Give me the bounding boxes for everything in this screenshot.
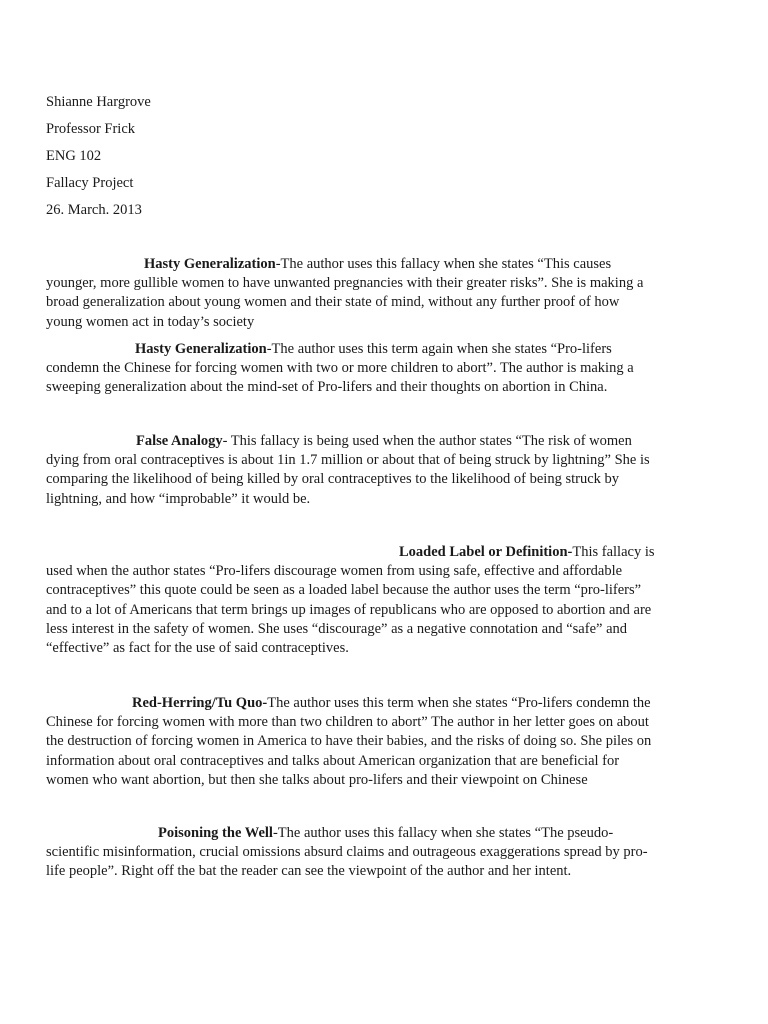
fallacy-term: Loaded Label or Definition- [399,544,573,560]
paragraph-line: less interest in the safety of women. She uses “discourage” as a negative connotation and “safe” and [46,620,628,637]
fallacy-term: False Analogy [136,433,223,449]
paragraph-line: comparing the likelihood of being killed by oral contraceptives to the likelihood of being struck by [46,471,620,488]
paragraph-line: the destruction of forcing women in America to have their babies, and the risks of doing so. She piles on [46,733,652,750]
fallacy-term: Hasty Generalization [135,341,267,357]
paragraph-line: and to a lot of Americans that term brings up images of republicans who are opposed to abortion and are [46,601,652,618]
fallacy-term: Poisoning the Well [158,825,273,841]
paragraph-line: life people”. Right off the bat the reader can see the viewpoint of the author and her intent. [46,863,572,880]
paragraph-line: scientific misinformation, crucial omissions absurd claims and outrageous exaggerations spread by pro- [46,844,648,861]
paragraph-line: This fallacy is [572,544,655,560]
paragraph-line: dying from oral contraceptives is about 1in 1.7 million or about that of being struck by lightning” She is [46,452,650,469]
paragraph-line: -The author uses this term again when she states “Pro-lifers [266,341,612,357]
document-date: 26. March. 2013 [46,202,142,218]
paragraph-line: younger, more gullible women to have unwanted pregnancies with their greater risks”. She is making a [46,275,644,292]
paragraph-line: broad generalization about young women and their state of mind, without any further proof of how [46,294,620,311]
course-code: ENG 102 [46,148,102,164]
paragraph-line: women who want abortion, but then she talks about pro-lifers and their viewpoint on Chinese [46,771,588,788]
professor-name: Professor Frick [46,121,136,137]
paragraph-line: lightning, and how “improbable” it would be. [46,490,311,507]
paragraph-false-analogy [46,432,686,509]
paragraph-line: used when the author states “Pro-lifers discourage women from using safe, effective and affordable [46,563,623,580]
paragraph-line: -The author uses this fallacy when she states “This causes [275,256,612,272]
paragraph-line: Chinese for forcing women with more than two children to abort” The author in her letter goes on about [46,714,649,731]
assignment-title: Fallacy Project [46,175,134,191]
paragraph-line: - This fallacy is being used when the author states “The risk of women [222,433,632,449]
paragraph-line: condemn the Chinese for forcing women with two or more children to abort”. The author is making a [46,360,634,377]
paragraph-line: young women act in today’s society [46,313,255,330]
fallacy-term: Red-Herring/Tu Quo- [132,695,268,711]
paragraph-line: “effective” as fact for the use of said contraceptives. [46,640,349,657]
student-name: Shianne Hargrove [46,94,151,110]
paragraph-line: contraceptives” this quote could be seen as a loaded label because the author uses the term “pro-lifers” [46,582,642,599]
paragraph-loaded-label [46,543,686,658]
fallacy-term: Hasty Generalization [144,256,276,272]
paragraph-red-herring [46,694,686,790]
paragraph-hasty-generalization-1 [46,255,686,332]
paragraph-line: sweeping generalization about the mind-set of Pro-lifers and their thoughts on abortion in China. [46,379,608,396]
paragraph-poisoning-the-well [46,824,686,882]
paragraph-hasty-generalization-2 [46,340,686,398]
paragraph-line: The author uses this term when she states “Pro-lifers condemn the [267,695,651,711]
paragraph-line: information about oral contraceptives and talks about American organization that are beneficial for [46,752,620,769]
paragraph-line: -The author uses this fallacy when she states “The pseudo- [272,825,614,841]
